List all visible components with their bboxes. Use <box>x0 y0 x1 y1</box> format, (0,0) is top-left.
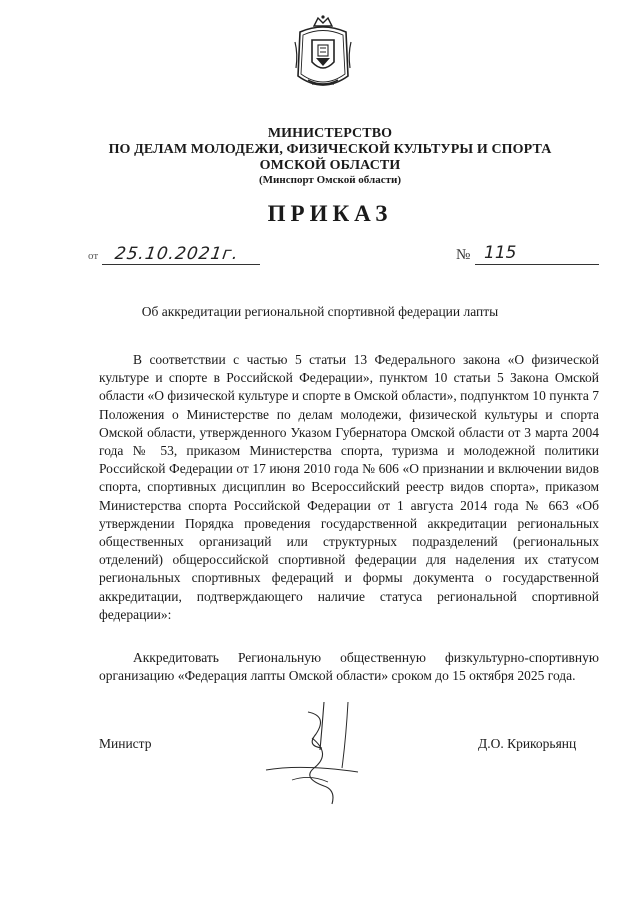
handwritten-signature <box>262 698 372 813</box>
document-type-title: ПРИКАЗ <box>267 201 393 226</box>
number-underline <box>475 264 599 265</box>
document-number: 115 <box>484 243 517 263</box>
coat-of-arms-icon <box>292 14 354 96</box>
number-prefix: № <box>456 247 471 263</box>
ministry-name-line2: ПО ДЕЛАМ МОЛОДЕЖИ, ФИЗИЧЕСКОЙ КУЛЬТУРЫ И СПОРТА <box>108 142 552 157</box>
document-subject: Об аккредитации региональной спортивной федерации лапты <box>141 304 499 319</box>
document-resolution: Аккредитовать Региональную общественную физкультурно-спортивную организацию «Федерация лапты Омской области» сроком до 15 октября 2025 года. <box>99 650 599 684</box>
ministry-name-line3: ОМСКОЙ ОБЛАСТИ <box>259 158 401 173</box>
document-date: 25.10.2021г. <box>113 244 241 264</box>
ministry-short-name: (Минспорт Омской области) <box>259 174 401 186</box>
date-prefix: от <box>88 250 99 262</box>
signatory-position: Министр <box>99 736 152 751</box>
ministry-name-line1: МИНИСТЕРСТВО <box>267 126 393 141</box>
signatory-name: Д.О. Крикорьянц <box>478 736 577 751</box>
date-underline <box>102 264 260 265</box>
document-body: В соответствии с частью 5 статьи 13 Федерального закона «О физической культуре и спорте в Российской Федерации», пунктом 10 статьи 5 Закона Омской области «О физической культуре и спорте в Омской области», подпунктом 10 пункта 7 Положения о Министерстве по делам молодежи, физической культуры и спорта Омской области, утвержденного Указом Губернатора Омской области от 3 марта 2004 года № 53, приказом Министерства спорта, туризма и молодежной политики Российской Федерации от 17 июня 2010 года № 606 «О признании и включении видов спорта, спортивных дисциплин во Всероссийский реестр видов спорта», приказом Министерства спорта Российской Федерации от 1 августа 2014 года № 663 «Об утверждении Порядка проведения государственной аккредитации региональных общественных организаций или структурных подразделений (региональных отделений) общероссийской спортивной федерации для наделения их статусом региональных спортивных федераций и формы документа о государственной аккредитации, подтверждающего наличие статуса региональной спортивной федерации»: <box>99 352 599 622</box>
